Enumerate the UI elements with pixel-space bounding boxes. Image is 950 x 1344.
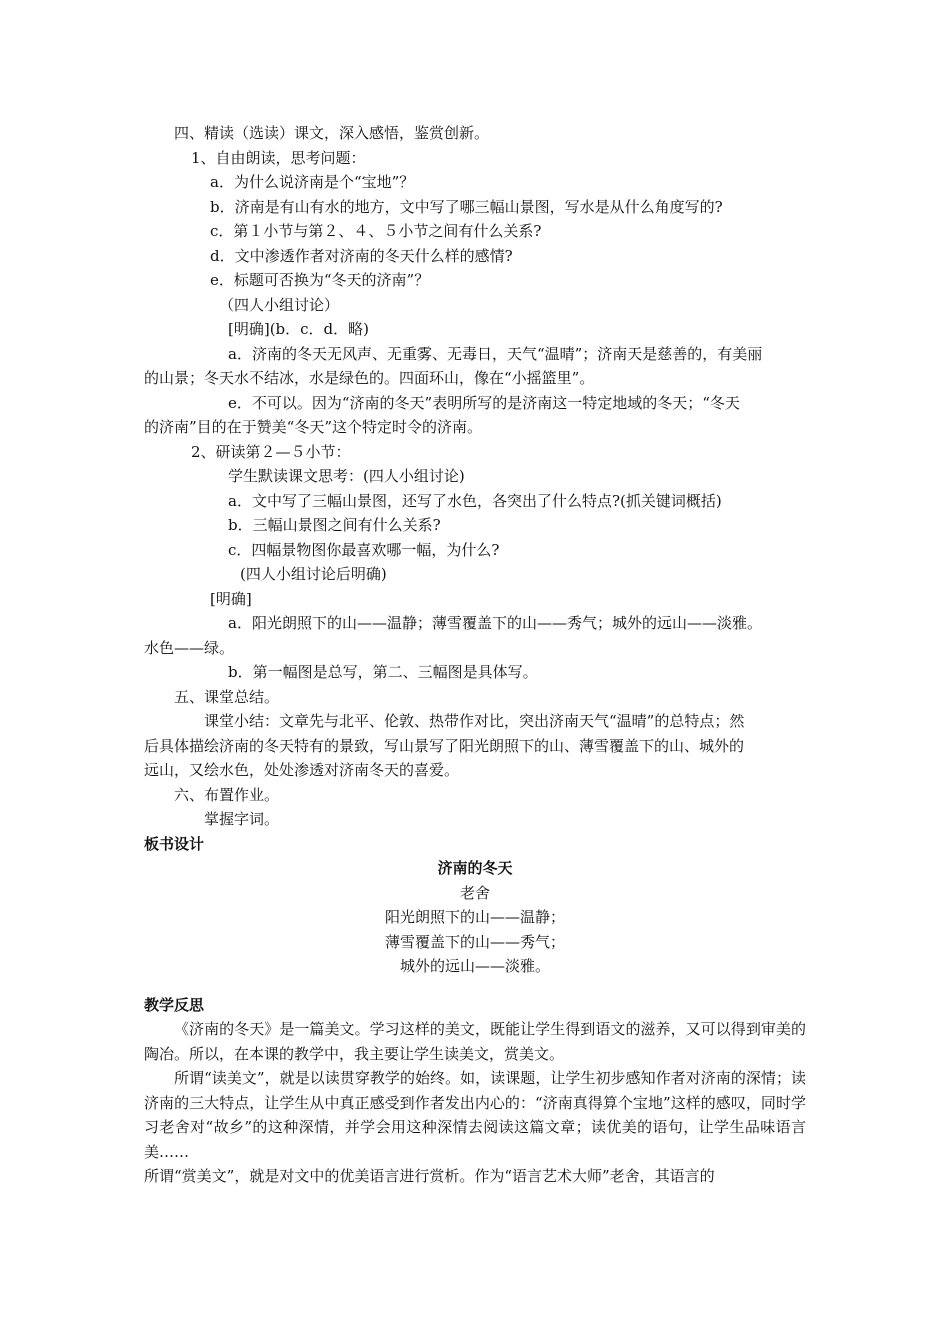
spacer: [144, 979, 806, 993]
board-line-1: 阳光朗照下的山——温静；: [384, 908, 565, 926]
clarify-note-two: [明确]: [210, 589, 252, 608]
homework-line: 掌握字词。: [204, 810, 280, 828]
answer-a-line-2: 的山景；冬天水不结冰，水是绿色的。四面环山，像在“小摇篮里”。: [144, 369, 595, 387]
question-one-b: b．济南是有山有水的地方，文中写了哪三幅山景图，写水是从什么角度写的?: [210, 197, 723, 216]
reflection-paragraph-2: 所谓“读美文”，就是以读贯穿教学的始终。如，读课题，让学生初步感知作者对济南的深情；读济南的三大特点，让学生从中真正感受到作者发出内心的：“济南真得算个宝地”这样的感叹，同时学习老舍对“故乡”的这种深情，并学会用这种深情去阅读这篇文章；读优美的语句，让学生品味语言美……: [144, 1069, 806, 1161]
answer-two-a-line-2: 水色——绿。: [144, 638, 235, 657]
question-two-c: c．四幅景物图你最喜欢哪一幅，为什么?: [228, 540, 500, 559]
reflection-paragraph-1: 《济南的冬天》是一篇美文。学习这样的美文，既能让学生得到语文的滋养，又可以得到审美的陶冶。所以，在本课的教学中，我主要让学生读美文，赏美文。: [144, 1020, 806, 1063]
summary-line-1: 课堂小结：文章先与北平、伦敦、热带作对比，突出济南天气“温晴”的总特点；然: [204, 712, 745, 730]
question-two-a: a．文中写了三幅山景图，还写了水色，各突出了什么特点?(抓关键词概括): [228, 491, 722, 510]
clarify-note-one: [明确](b．c．d．略): [228, 320, 370, 338]
reflection-heading: 教学反思: [144, 995, 205, 1014]
question-one-d: d．文中渗透作者对济南的冬天什么样的感情?: [210, 246, 513, 265]
question-one-title: 1、自由朗读，思考问题：: [191, 148, 366, 167]
question-two-b: b．三幅山景图之间有什么关系?: [228, 516, 441, 534]
board-design-heading: 板书设计: [144, 834, 205, 853]
discussion-note-two: (四人小组讨论后明确): [240, 565, 387, 583]
summary-line-3: 远山，又绘水色，处处渗透对济南冬天的喜爱。: [144, 761, 460, 779]
board-title: 济南的冬天: [437, 859, 513, 877]
section-six-heading: 六、布置作业。: [174, 785, 280, 804]
reflection-paragraph-3: 所谓“赏美文”，就是对文中的优美语言进行赏析。作为“语言艺术大师”老舍，其语言的: [144, 1167, 715, 1185]
board-author: 老舍: [459, 883, 490, 902]
document-body: [144, 121, 806, 1189]
answer-e-line-1: e．不可以。因为“济南的冬天”表明所写的是济南这一特定地域的冬天；“冬天: [228, 393, 740, 412]
section-four-heading: 四、精读（选读）课文，深入感悟，鉴赏创新。: [174, 124, 490, 142]
board-line-2: 薄雪覆盖下的山——秀气；: [384, 932, 565, 951]
discussion-note-one: （四人小组讨论）: [219, 295, 340, 314]
answer-two-a-line-1: a．阳光朗照下的山——温静；薄雪覆盖下的山——秀气；城外的远山——淡雅。: [228, 614, 762, 632]
board-line-3: 城外的远山——淡雅。: [399, 957, 550, 975]
summary-line-2: 后具体描绘济南的冬天特有的景致，写山景写了阳光朗照下的山、薄雪覆盖下的山、城外的: [144, 736, 745, 755]
question-one-e: e．标题可否换为“冬天的济南”？: [210, 271, 430, 289]
question-two-title: 2、研读第２—５小节：: [191, 442, 351, 461]
question-one-c: c．第１小节与第２、４、５小节之间有什么关系?: [210, 222, 542, 240]
question-two-intro: 学生默读课文思考：(四人小组讨论): [228, 467, 465, 485]
answer-two-b: b．第一幅图是总写，第二、三幅图是具体写。: [228, 663, 538, 681]
answer-e-line-2: 的济南”目的在于赞美“冬天”这个特定时令的济南。: [144, 418, 483, 436]
question-one-a: a．为什么说济南是个“宝地”？: [210, 173, 415, 191]
section-five-heading: 五、课堂总结。: [174, 687, 280, 706]
answer-a-line-1: a．济南的冬天无风声、无重雾、无毒日，天气“温晴”；济南天是慈善的，有美丽: [228, 344, 763, 363]
